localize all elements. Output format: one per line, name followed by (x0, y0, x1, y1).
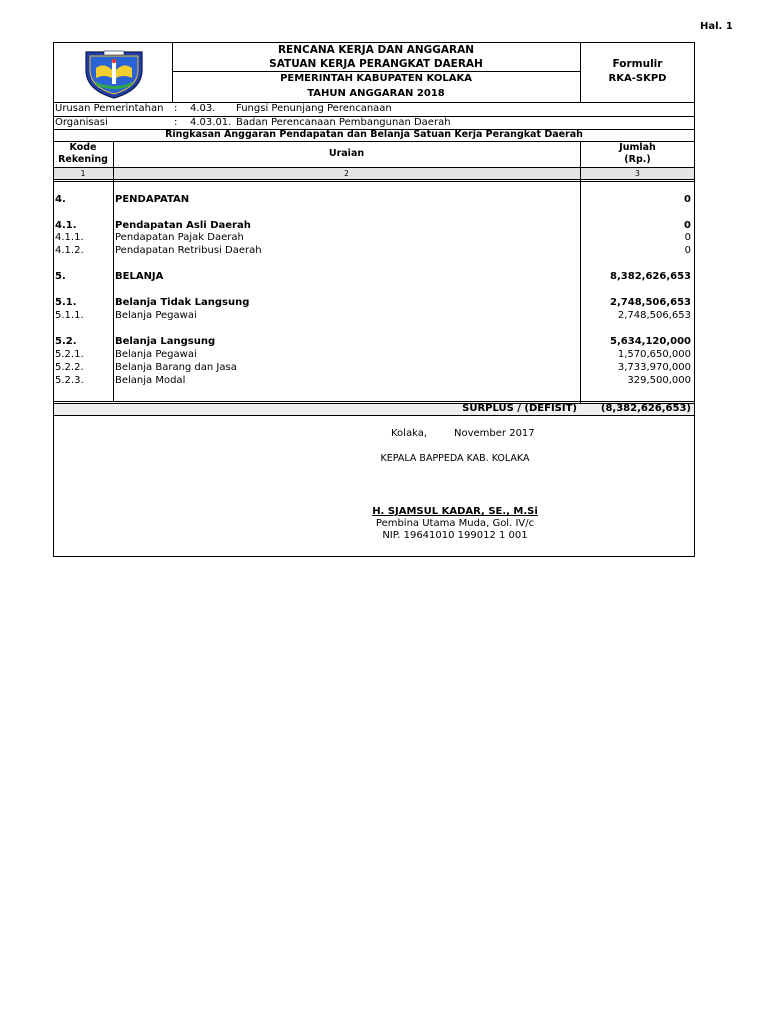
surplus-label: SURPLUS / (DEFISIT) (462, 403, 577, 414)
row-code: 5.1. (55, 297, 77, 308)
row-code: 4. (55, 194, 66, 205)
signature-date: November 2017 (454, 428, 535, 439)
row-amount: 0 (684, 232, 691, 243)
urusan-colon: : (174, 103, 178, 114)
row-amount: 1,570,650,000 (617, 349, 691, 360)
row-description: Belanja Pegawai (115, 349, 197, 360)
row-amount: 2,748,506,653 (617, 310, 691, 321)
row-description: Pendapatan Retribusi Daerah (115, 245, 262, 256)
signature-name: H. SJAMSUL KADAR, SE., M.Si (372, 506, 538, 517)
row-description: Belanja Barang dan Jasa (115, 362, 237, 373)
row-amount: 5,634,120,000 (610, 336, 691, 347)
row-amount: 3,733,970,000 (617, 362, 691, 373)
row-description: PENDAPATAN (115, 194, 190, 205)
organisasi-colon: : (174, 117, 178, 128)
col-number-3: 3 (635, 169, 640, 178)
row-code: 5.2.3. (55, 375, 84, 386)
row-code: 5. (55, 271, 66, 282)
organisasi-code: 4.03.01. (190, 117, 232, 128)
col-number-1: 1 (80, 169, 86, 178)
row-description: Pendapatan Asli Daerah (115, 220, 251, 231)
urusan-name: Fungsi Penunjang Perencanaan (236, 103, 392, 114)
col-kode-line2: Rekening (58, 154, 108, 165)
row-amount: 2,748,506,653 (610, 297, 691, 308)
title-tahun-anggaran: TAHUN ANGGARAN 2018 (307, 88, 445, 99)
row-code: 4.1.2. (55, 245, 84, 256)
col-jumlah-line1: Jumlah (619, 142, 656, 153)
row-amount: 0 (684, 194, 691, 205)
row-code: 5.2.2. (55, 362, 84, 373)
form-label: Formulir (612, 58, 663, 70)
signature-rank: Pembina Utama Muda, Gol. IV/c (375, 518, 535, 529)
form-code: RKA-SKPD (608, 73, 667, 84)
signature-place: Kolaka, (391, 428, 428, 439)
col-jumlah-line2: (Rp.) (624, 154, 651, 165)
signature-position: KEPALA BAPPEDA KAB. KOLAKA (380, 453, 530, 464)
urusan-label: Urusan Pemerintahan (55, 103, 164, 114)
row-code: 5.2.1. (55, 349, 84, 360)
col-number-2: 2 (344, 169, 349, 178)
row-code: 4.1. (55, 220, 77, 231)
title-satuan-kerja: SATUAN KERJA PERANGKAT DAERAH (269, 58, 483, 70)
urusan-code: 4.03. (190, 103, 216, 114)
row-description: Belanja Tidak Langsung (115, 297, 250, 308)
page-number: Hal. 1 (700, 21, 733, 32)
title-pemerintah: PEMERINTAH KABUPATEN KOLAKA (280, 73, 472, 84)
row-description: Belanja Pegawai (115, 310, 197, 321)
row-code: 4.1.1. (55, 232, 84, 243)
row-description: Belanja Modal (115, 375, 186, 386)
row-amount: 329,500,000 (627, 375, 691, 386)
signature-nip: NIP. 19641010 199012 1 001 (382, 530, 528, 541)
row-code: 5.2. (55, 336, 77, 347)
table-caption: Ringkasan Anggaran Pendapatan dan Belanja Satuan Kerja Perangkat Daerah (165, 129, 583, 140)
row-amount: 0 (684, 220, 691, 231)
organisasi-label: Organisasi (55, 117, 108, 128)
col-kode-line1: Kode (69, 142, 97, 153)
title-rencana: RENCANA KERJA DAN ANGGARAN (277, 44, 475, 56)
surplus-value: (8,382,626,653) (600, 403, 691, 414)
row-amount: 8,382,626,653 (610, 271, 691, 282)
row-description: Belanja Langsung (115, 336, 216, 347)
row-description: BELANJA (115, 271, 164, 282)
row-code: 5.1.1. (55, 310, 84, 321)
organisasi-name: Badan Perencanaan Pembangunan Daerah (236, 117, 451, 128)
row-description: Pendapatan Pajak Daerah (115, 232, 244, 243)
row-amount: 0 (684, 245, 691, 256)
kolaka-regency-emblem (82, 48, 146, 100)
col-uraian: Uraian (328, 148, 365, 159)
